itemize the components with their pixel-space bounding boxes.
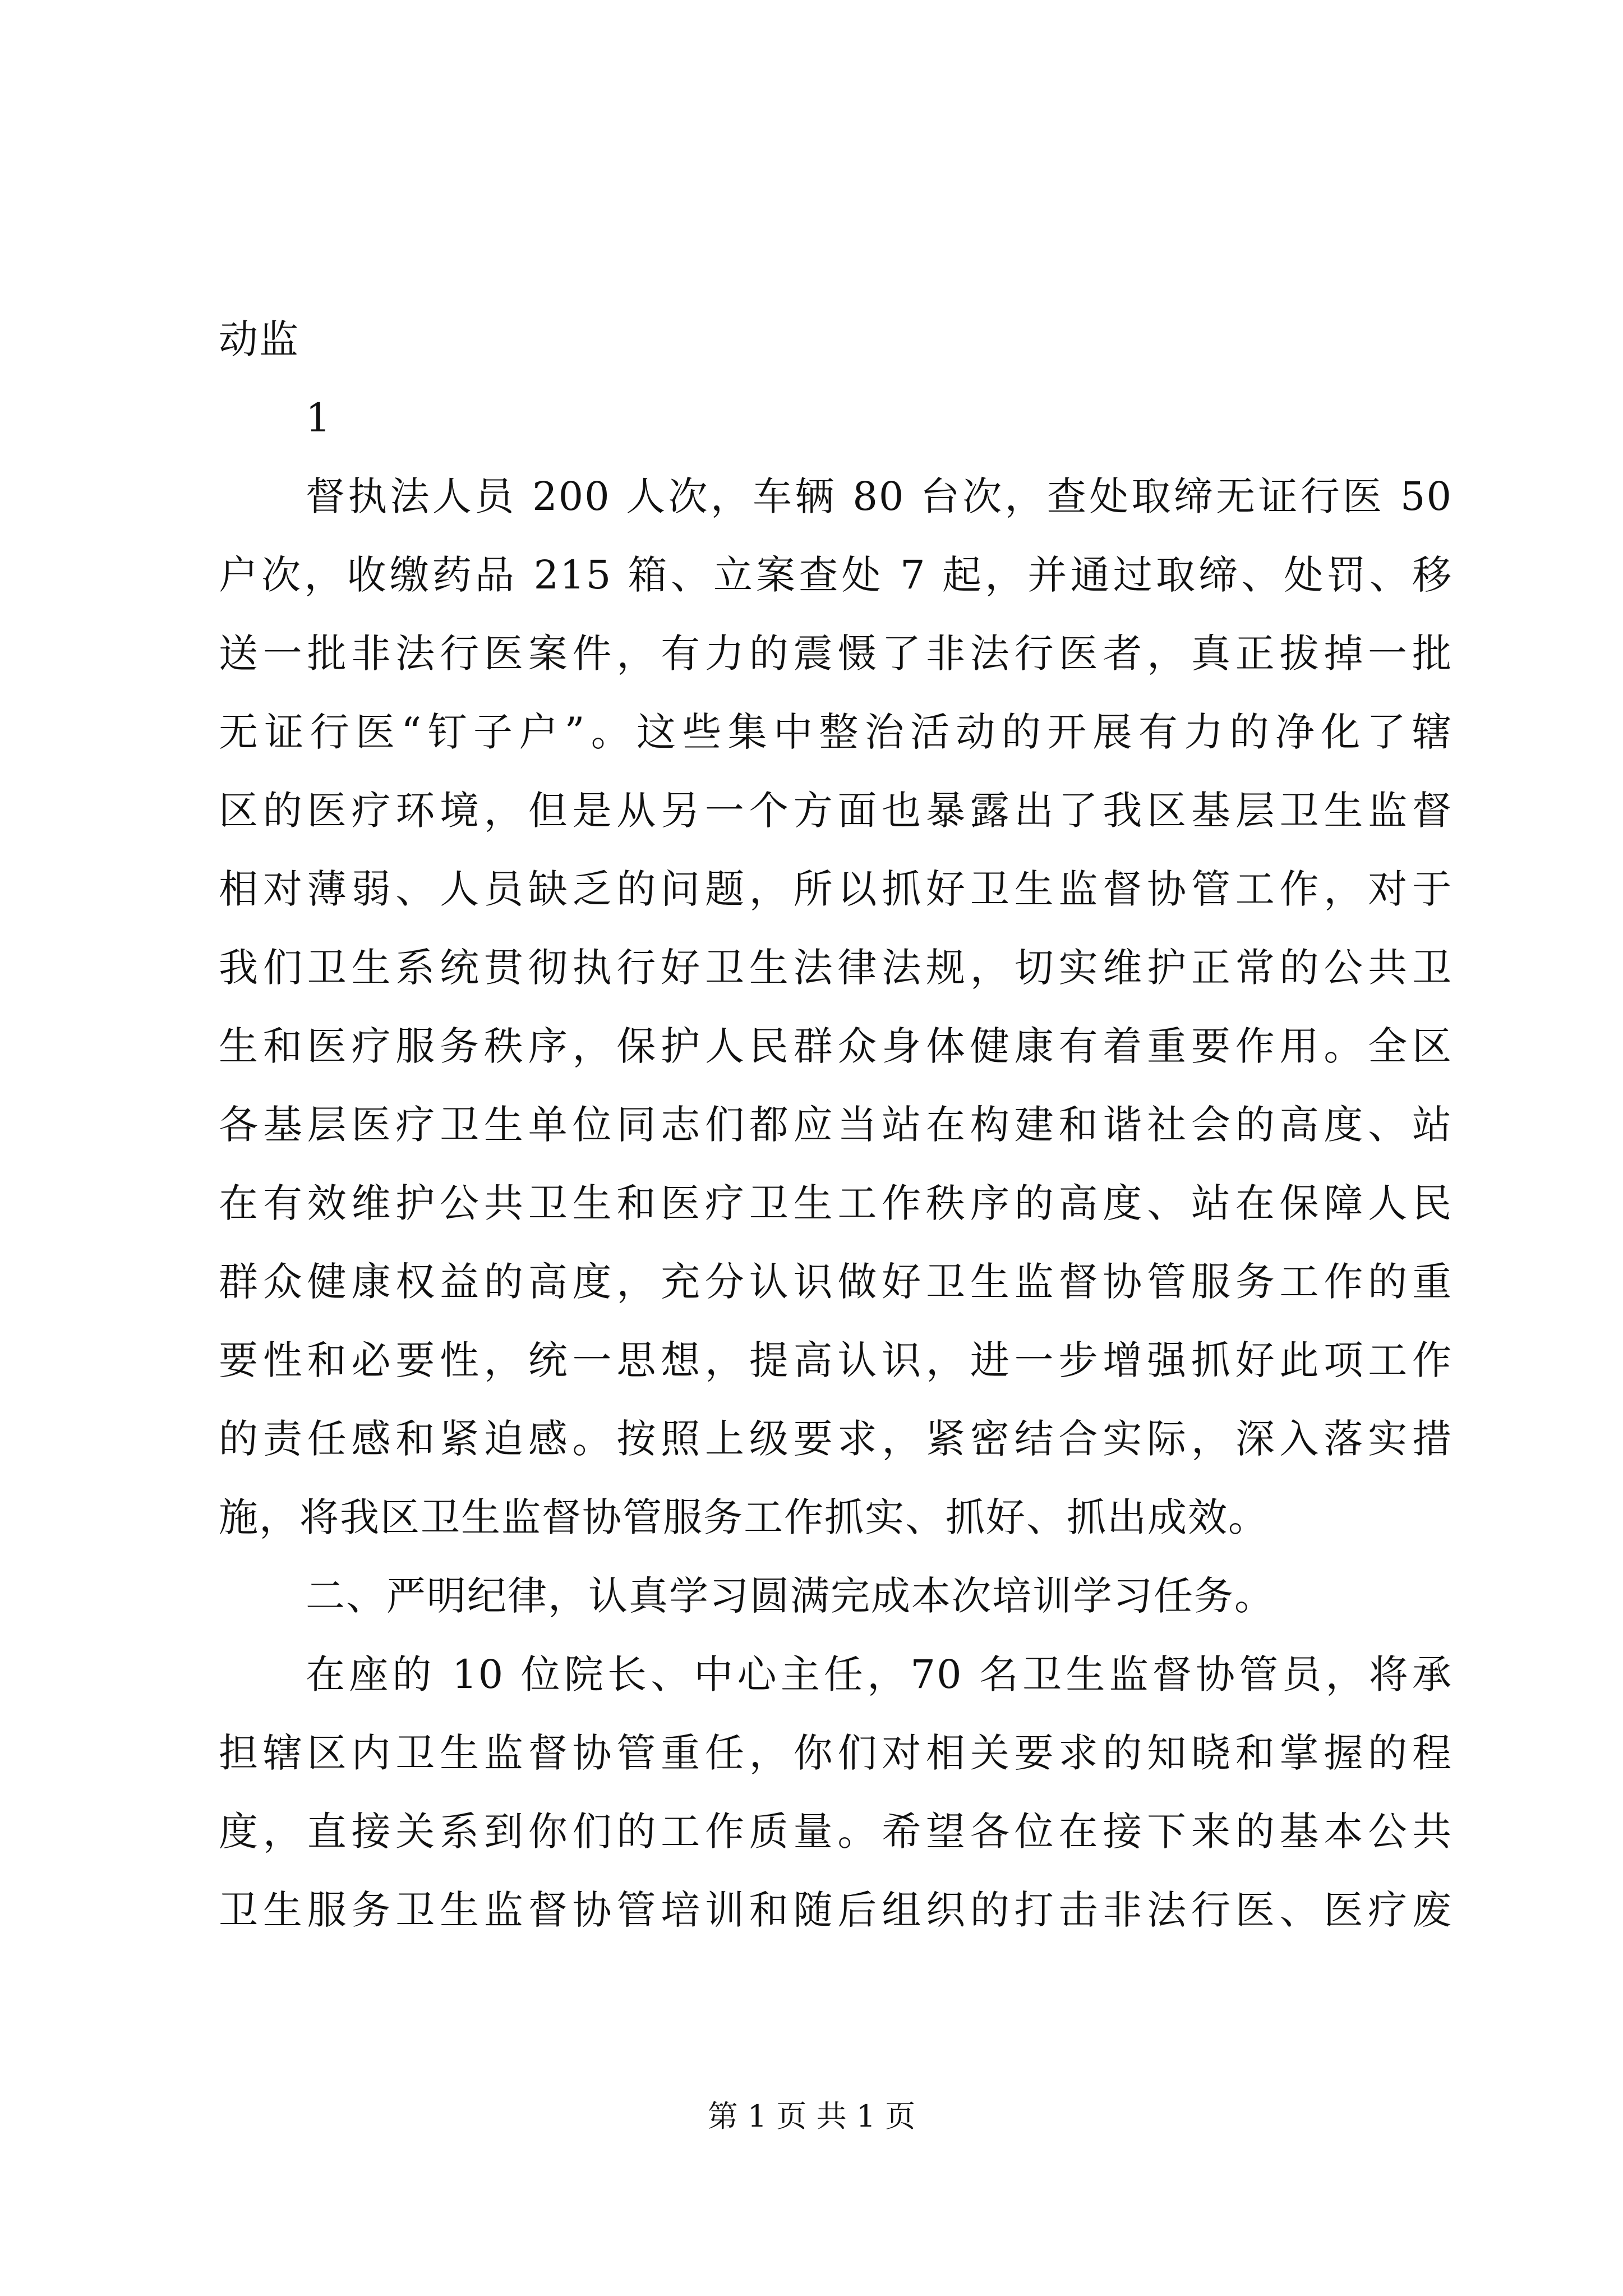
text-line: 施，将我区卫生监督协管服务工作抓实、抓好、抓出成效。	[219, 1494, 1269, 1540]
text-line: 无证行医“钉子户”。这些集中整治活动的开展有力的净化了辖	[219, 709, 1453, 755]
section-heading: 二、严明纪律，认真学习圆满完成本次培训学习任务。	[306, 1573, 1275, 1619]
text-line: 卫生服务卫生监督协管培训和随后组织的打击非法行医、医疗废	[219, 1887, 1453, 1933]
text-line: 生和医疗服务秩序，保护人民群众身体健康有着重要作用。全区	[219, 1023, 1453, 1069]
text-line: 相对薄弱、人员缺乏的问题，所以抓好卫生监督协管工作，对于	[219, 866, 1453, 912]
text-line: 区的医疗环境，但是从另一个方面也暴露出了我区基层卫生监督	[219, 788, 1453, 834]
text-line: 要性和必要性，统一思想，提高认识，进一步增强抓好此项工作	[219, 1337, 1453, 1383]
text-line: 担辖区内卫生监督协管重任，你们对相关要求的知晓和掌握的程	[219, 1730, 1453, 1776]
text-line: 度，直接关系到你们的工作质量。希望各位在接下来的基本公共	[219, 1809, 1453, 1855]
text-line: 各基层医疗卫生单位同志们都应当站在构建和谐社会的高度、站	[219, 1102, 1453, 1148]
text-line: 的责任感和紧迫感。按照上级要求，紧密结合实际，深入落实措	[219, 1416, 1453, 1462]
text-line: 我们卫生系统贯彻执行好卫生法律法规，切实维护正常的公共卫	[219, 945, 1453, 991]
text-line: 1	[306, 395, 332, 441]
text-line: 督执法人员 200 人次，车辆 80 台次，查处取缔无证行医 50	[306, 473, 1453, 519]
text-line: 送一批非法行医案件，有力的震慑了非法行医者，真正拔掉一批	[219, 631, 1453, 677]
page-footer: 第 1 页 共 1 页	[707, 2099, 916, 2134]
text-line: 户次，收缴药品 215 箱、立案查处 7 起，并通过取缔、处罚、移	[219, 552, 1453, 598]
text-line: 在有效维护公共卫生和医疗卫生工作秩序的高度、站在保障人民	[219, 1180, 1453, 1226]
text-line: 动监	[219, 316, 299, 362]
text-line: 群众健康权益的高度，充分认识做好卫生监督协管服务工作的重	[219, 1259, 1453, 1305]
text-line: 在座的 10 位院长、中心主任，70 名卫生监督协管员，将承	[306, 1651, 1453, 1697]
